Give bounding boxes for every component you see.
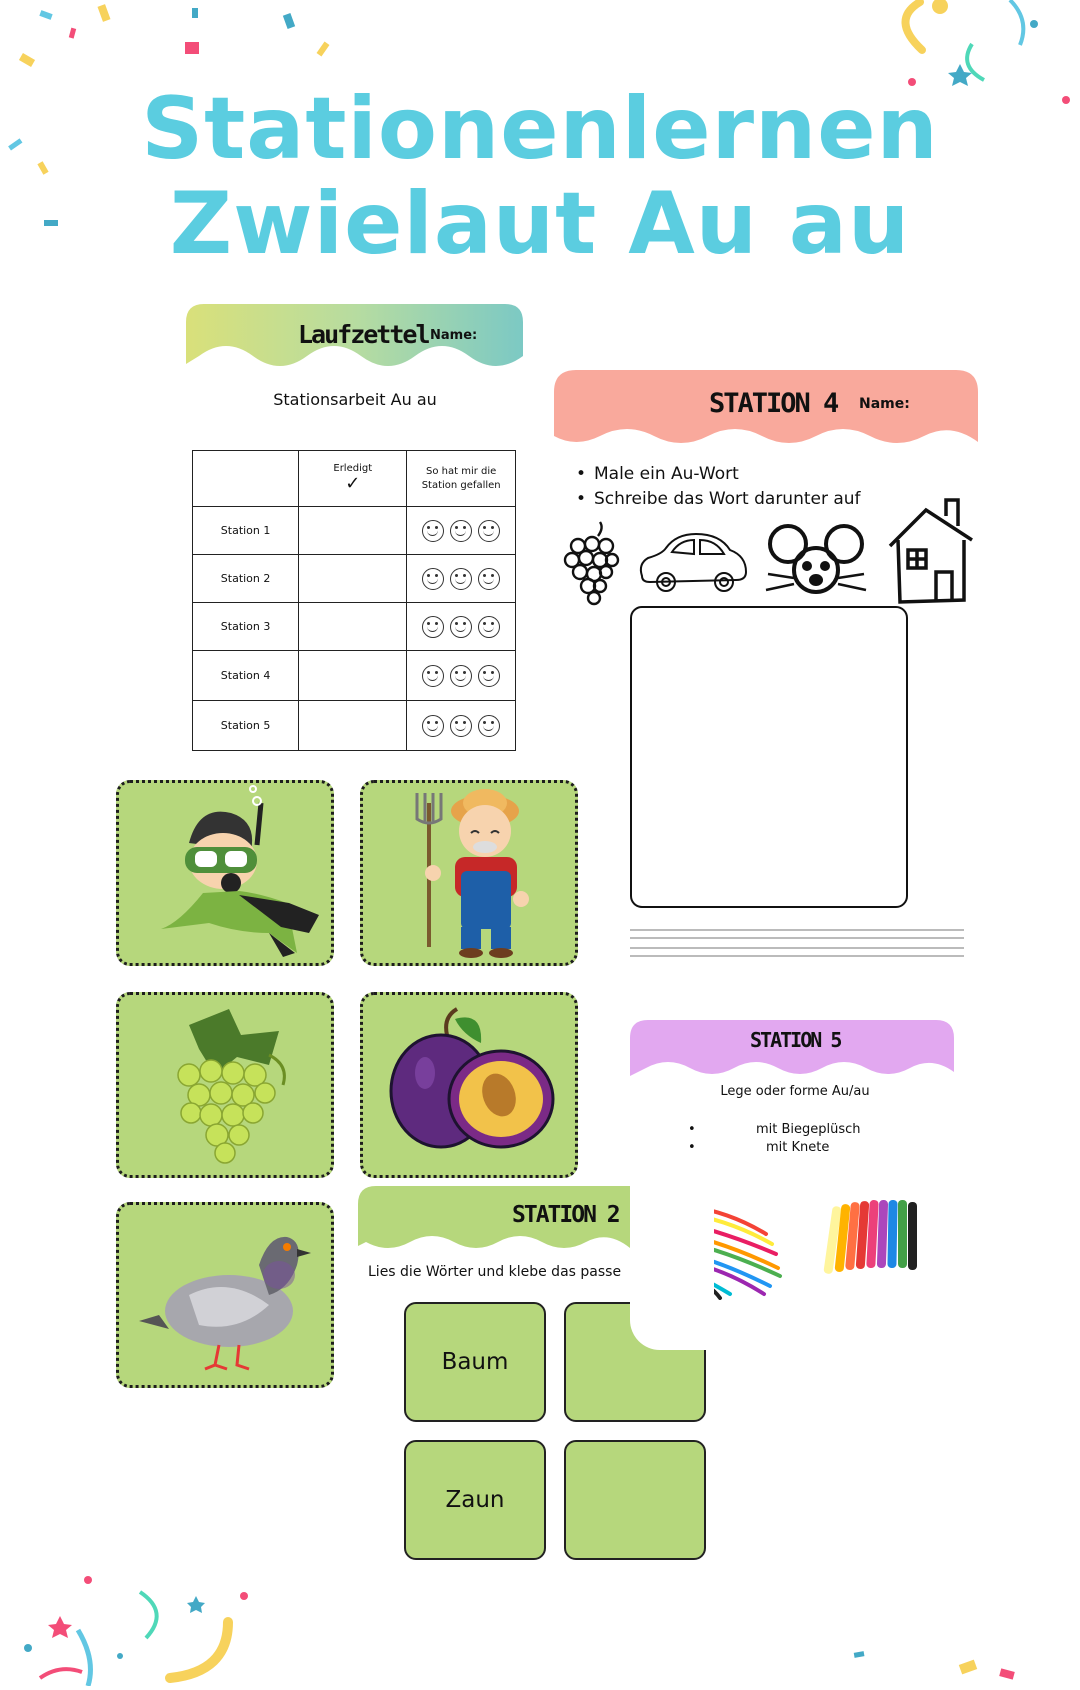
laufzettel-header xyxy=(186,304,523,376)
smiley-icon xyxy=(478,715,500,737)
station2-instruction: Lies die Wörter und klebe das passe xyxy=(368,1264,622,1280)
station5-header xyxy=(630,1020,954,1084)
done-cell[interactable] xyxy=(299,507,407,555)
picture-card-farmer xyxy=(360,780,578,966)
car-icon xyxy=(636,526,752,596)
smiley-icon xyxy=(478,616,500,638)
table-header-done xyxy=(299,451,407,507)
station4-instructions xyxy=(576,462,861,512)
pigeon-icon xyxy=(119,1205,331,1385)
table-row xyxy=(193,651,516,701)
rating-cell[interactable] xyxy=(407,701,516,751)
smiley-icon xyxy=(450,665,472,687)
rating-cell[interactable] xyxy=(407,507,516,555)
done-cell[interactable] xyxy=(299,701,407,751)
smiley-icon xyxy=(478,665,500,687)
done-cell[interactable] xyxy=(299,651,407,701)
page-title-line1: Stationenlernen xyxy=(141,79,939,179)
diver-icon xyxy=(119,783,331,963)
drawing-box[interactable] xyxy=(630,606,908,908)
laufzettel-sheet xyxy=(180,300,540,770)
station2-header xyxy=(358,1186,630,1258)
bullet: • xyxy=(688,1122,696,1137)
plum-icon xyxy=(363,995,575,1175)
station4-name-label: Name: xyxy=(859,396,910,412)
smiley-icon xyxy=(422,568,444,590)
row-label: Station 1 xyxy=(193,507,299,555)
picture-card-grapes xyxy=(116,992,334,1178)
smiley-icon xyxy=(422,616,444,638)
station5-sheet-corner xyxy=(630,1186,714,1350)
station5-instruction: Lege oder forme Au/au xyxy=(720,1084,870,1099)
grapes-icon xyxy=(560,518,622,610)
page-title-line2: Zwielaut Au au xyxy=(169,174,911,274)
table-header-rating xyxy=(407,451,516,507)
word-card[interactable]: Zaun xyxy=(404,1440,546,1560)
table-row xyxy=(193,507,516,555)
table-row xyxy=(193,603,516,651)
house-icon xyxy=(886,492,976,608)
smiley-icon xyxy=(450,715,472,737)
row-label: Station 2 xyxy=(193,555,299,603)
instruction-item: • Male ein Au-Wort xyxy=(576,462,861,487)
farmer-icon xyxy=(363,783,575,963)
rating-cell[interactable] xyxy=(407,603,516,651)
smiley-icon xyxy=(422,665,444,687)
smiley-icon xyxy=(450,568,472,590)
smiley-icon xyxy=(450,616,472,638)
laufzettel-name-label: Name: xyxy=(430,328,478,343)
done-cell[interactable] xyxy=(299,603,407,651)
row-label: Station 4 xyxy=(193,651,299,701)
rating-cell[interactable] xyxy=(407,555,516,603)
smiley-icon xyxy=(478,520,500,542)
column-rating-label: So hat mir die Station gefallen xyxy=(421,465,501,491)
instruction-item: • Schreibe das Wort darunter auf xyxy=(576,487,861,512)
word-card[interactable] xyxy=(564,1440,706,1560)
station5-heading: STATION 5 xyxy=(750,1028,841,1052)
smiley-icon xyxy=(422,520,444,542)
table-row xyxy=(193,555,516,603)
writing-lines[interactable] xyxy=(630,928,964,958)
station4-heading: STATION 4 xyxy=(709,388,838,419)
column-done-label: Erledigt xyxy=(333,463,373,474)
station2-heading: STATION 2 xyxy=(512,1202,619,1228)
row-label: Station 5 xyxy=(193,701,299,751)
checkmark-icon: ✓ xyxy=(345,473,361,494)
station4-sheet xyxy=(552,370,980,970)
mouse-icon xyxy=(764,518,868,608)
station4-header xyxy=(554,370,978,450)
done-cell[interactable] xyxy=(299,555,407,603)
smiley-icon xyxy=(478,568,500,590)
bullet: • xyxy=(688,1140,696,1155)
picture-card-plum xyxy=(360,992,578,1178)
confetti-bottom-left xyxy=(0,1560,260,1686)
station5-sheet: STATION 5 Lege oder forme Au/au • mit Biegeplüsch • mit Knete xyxy=(630,1020,954,1310)
confetti-bottom-right xyxy=(840,1640,1080,1686)
row-label: Station 3 xyxy=(193,603,299,651)
laufzettel-table xyxy=(192,450,516,751)
grapes-picture xyxy=(119,995,331,1175)
word-card[interactable]: Baum xyxy=(404,1302,546,1422)
modeling-clay-icon xyxy=(822,1196,922,1280)
smiley-icon xyxy=(450,520,472,542)
picture-card-pigeon xyxy=(116,1202,334,1388)
picture-card-diver xyxy=(116,780,334,966)
table-row xyxy=(193,701,516,751)
table-header-empty xyxy=(193,451,299,507)
laufzettel-subtitle: Stationsarbeit Au au xyxy=(273,390,437,409)
smiley-icon xyxy=(422,715,444,737)
laufzettel-heading: Laufzettel xyxy=(298,320,429,349)
rating-cell[interactable] xyxy=(407,651,516,701)
